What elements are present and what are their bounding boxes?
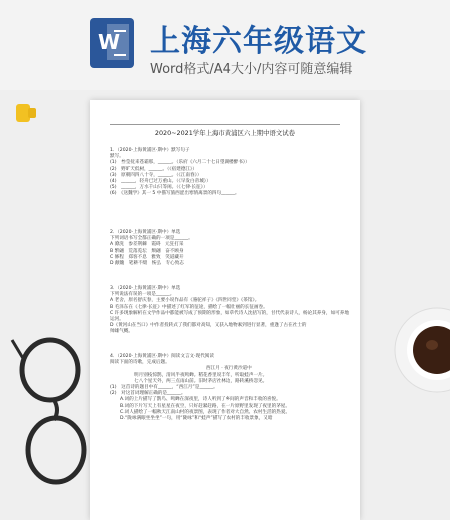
question-4: [110, 354, 290, 422]
q4-option-c: C.词人描绘了一幅秋天江南山村的夜景图，表现了作者对大自然、农村生活的热爱。: [120, 409, 291, 415]
q4-option-d: D.“陇咏满眼坐坐坐”一句，用“陇咏”和“蛙声”描写了农村的丰收景象，又暗: [120, 416, 273, 422]
q3-option-d: D《黄河山在当口》中作者投转式了我们都对高知，又获入地物素到进行显著，重逢了古在社士的: [110, 323, 307, 329]
q2-intro: 下列词语书写全都正确的一项是______。: [110, 236, 193, 242]
q3-option-c-cont: 运河。: [110, 317, 124, 323]
q4-poem-title: 西江月 · 夜行黄沙道中: [206, 366, 252, 372]
q4-poem-line-1: 明月别枝惊鹊，清风半夜鸣蝉。稻花香里说丰年，听取蛙声一片。: [134, 372, 268, 378]
q1-head: 1．（2020·上海黄浦区·期中）默写句子: [110, 148, 190, 153]
binder-clip-handle: [28, 108, 36, 118]
question-2: [110, 230, 193, 267]
word-icon-letter: W: [98, 30, 121, 54]
q1-intro: 默写。: [110, 154, 124, 160]
q2-option-b: B 繁翩 荒落览坛 颓翩 奋不顾身: [110, 248, 184, 254]
q1-line-3: (3) 原朝四四八十寺，______。（《江南春》）: [110, 172, 202, 178]
q4-option-a: A.词的上片描写了鹊鸟、鸣蝉在深夜里，诗人听到了乡间的声音和丰收的喜悦。: [120, 397, 281, 403]
q3-head: 3．（2020·上海黄浦区·期中）单选: [110, 286, 181, 291]
q3-option-b: B 毛泽东在《七律·长征》中描述了红军的征途，描绘了一幅壮丽的长征画卷。: [110, 304, 268, 310]
q1-line-5: (5) ______，万水千山只等闲。（《七律·长征》）: [110, 185, 208, 191]
question-3: [110, 286, 349, 336]
q4-subq-1: (1) 这首诗的题目中有______，“西江月”是______。: [110, 385, 218, 391]
q2-head: 2．（2020·上海黄浦区·期中）单选: [110, 230, 181, 235]
q3-option-d-cont: 帅雄气概。: [110, 329, 133, 335]
q2-option-a: A 潦洗 参差荆棘 霞碍 元狂打采: [110, 242, 184, 248]
banner-title: 上海六年级语文: [150, 24, 367, 59]
banner-subtitle: Word格式/A4大小/内容可随意编辑: [150, 62, 353, 77]
document-title: 2020~2021学年上海市黄浦区六上期中语文试卷: [154, 129, 296, 137]
banner-header: [0, 0, 450, 90]
eyeglasses-image: [10, 330, 90, 500]
document-page: [90, 100, 360, 520]
q2-option-c: C 修程 郑客不息 雅致 笑道藏开: [110, 254, 184, 260]
coffee-cup-image: [392, 305, 450, 395]
q4-head: 4．（2020·上海黄浦区·期中）阅读文言文·现代阅读: [110, 354, 214, 359]
q3-intro: 下列说法有误的一项是______。: [110, 292, 175, 298]
q4-option-b: B.词的下片写天上有星星在夜空，只好赶紧赶路，在一片原野里发现了夜里的茅屋。: [120, 403, 290, 409]
q4-intro: 阅读下面的诗歌，完成后题。: [110, 360, 170, 366]
q1-line-1: (1) 叁莹抚来苍霜那，______。（乐府《六月二十七日望湖楼醉书》）: [110, 160, 250, 166]
q4-subq-2: (2) 对这首词理解正确的是______。: [110, 391, 186, 397]
q1-line-6: (6) 《送魏学》其一 5 中描写旅西涩出寒情离景的四句______。: [110, 191, 240, 197]
question-1: [110, 148, 250, 198]
page-header-rule: [110, 124, 340, 125]
q3-option-a: A 老舍，原名舒庆春，主要小说作品有《骆驼祥子》《四世同堂》《茶馆》。: [110, 298, 260, 304]
q3-option-c: C 许多现象解析在文学作品中都能被写成了预期的形象，如草代诗人沈括写的，甘代代表诗人，杨论其养身，如可养地: [110, 310, 349, 316]
q4-poem-line-2: 七八个星天外，两三点雨山前。旧时茅店社林边，路转溪桥忽见。: [134, 378, 268, 384]
q1-line-4: (4) ______，轻舟已过万重山。（《早发白帝城》）: [110, 179, 211, 185]
q2-option-d: D 颠簸 笔耕不缀 恢弘 专心致志: [110, 261, 184, 267]
q1-line-2: (2) 野旷天低树，______。（《宿建德江》）: [110, 166, 197, 172]
word-icon: [90, 18, 134, 68]
